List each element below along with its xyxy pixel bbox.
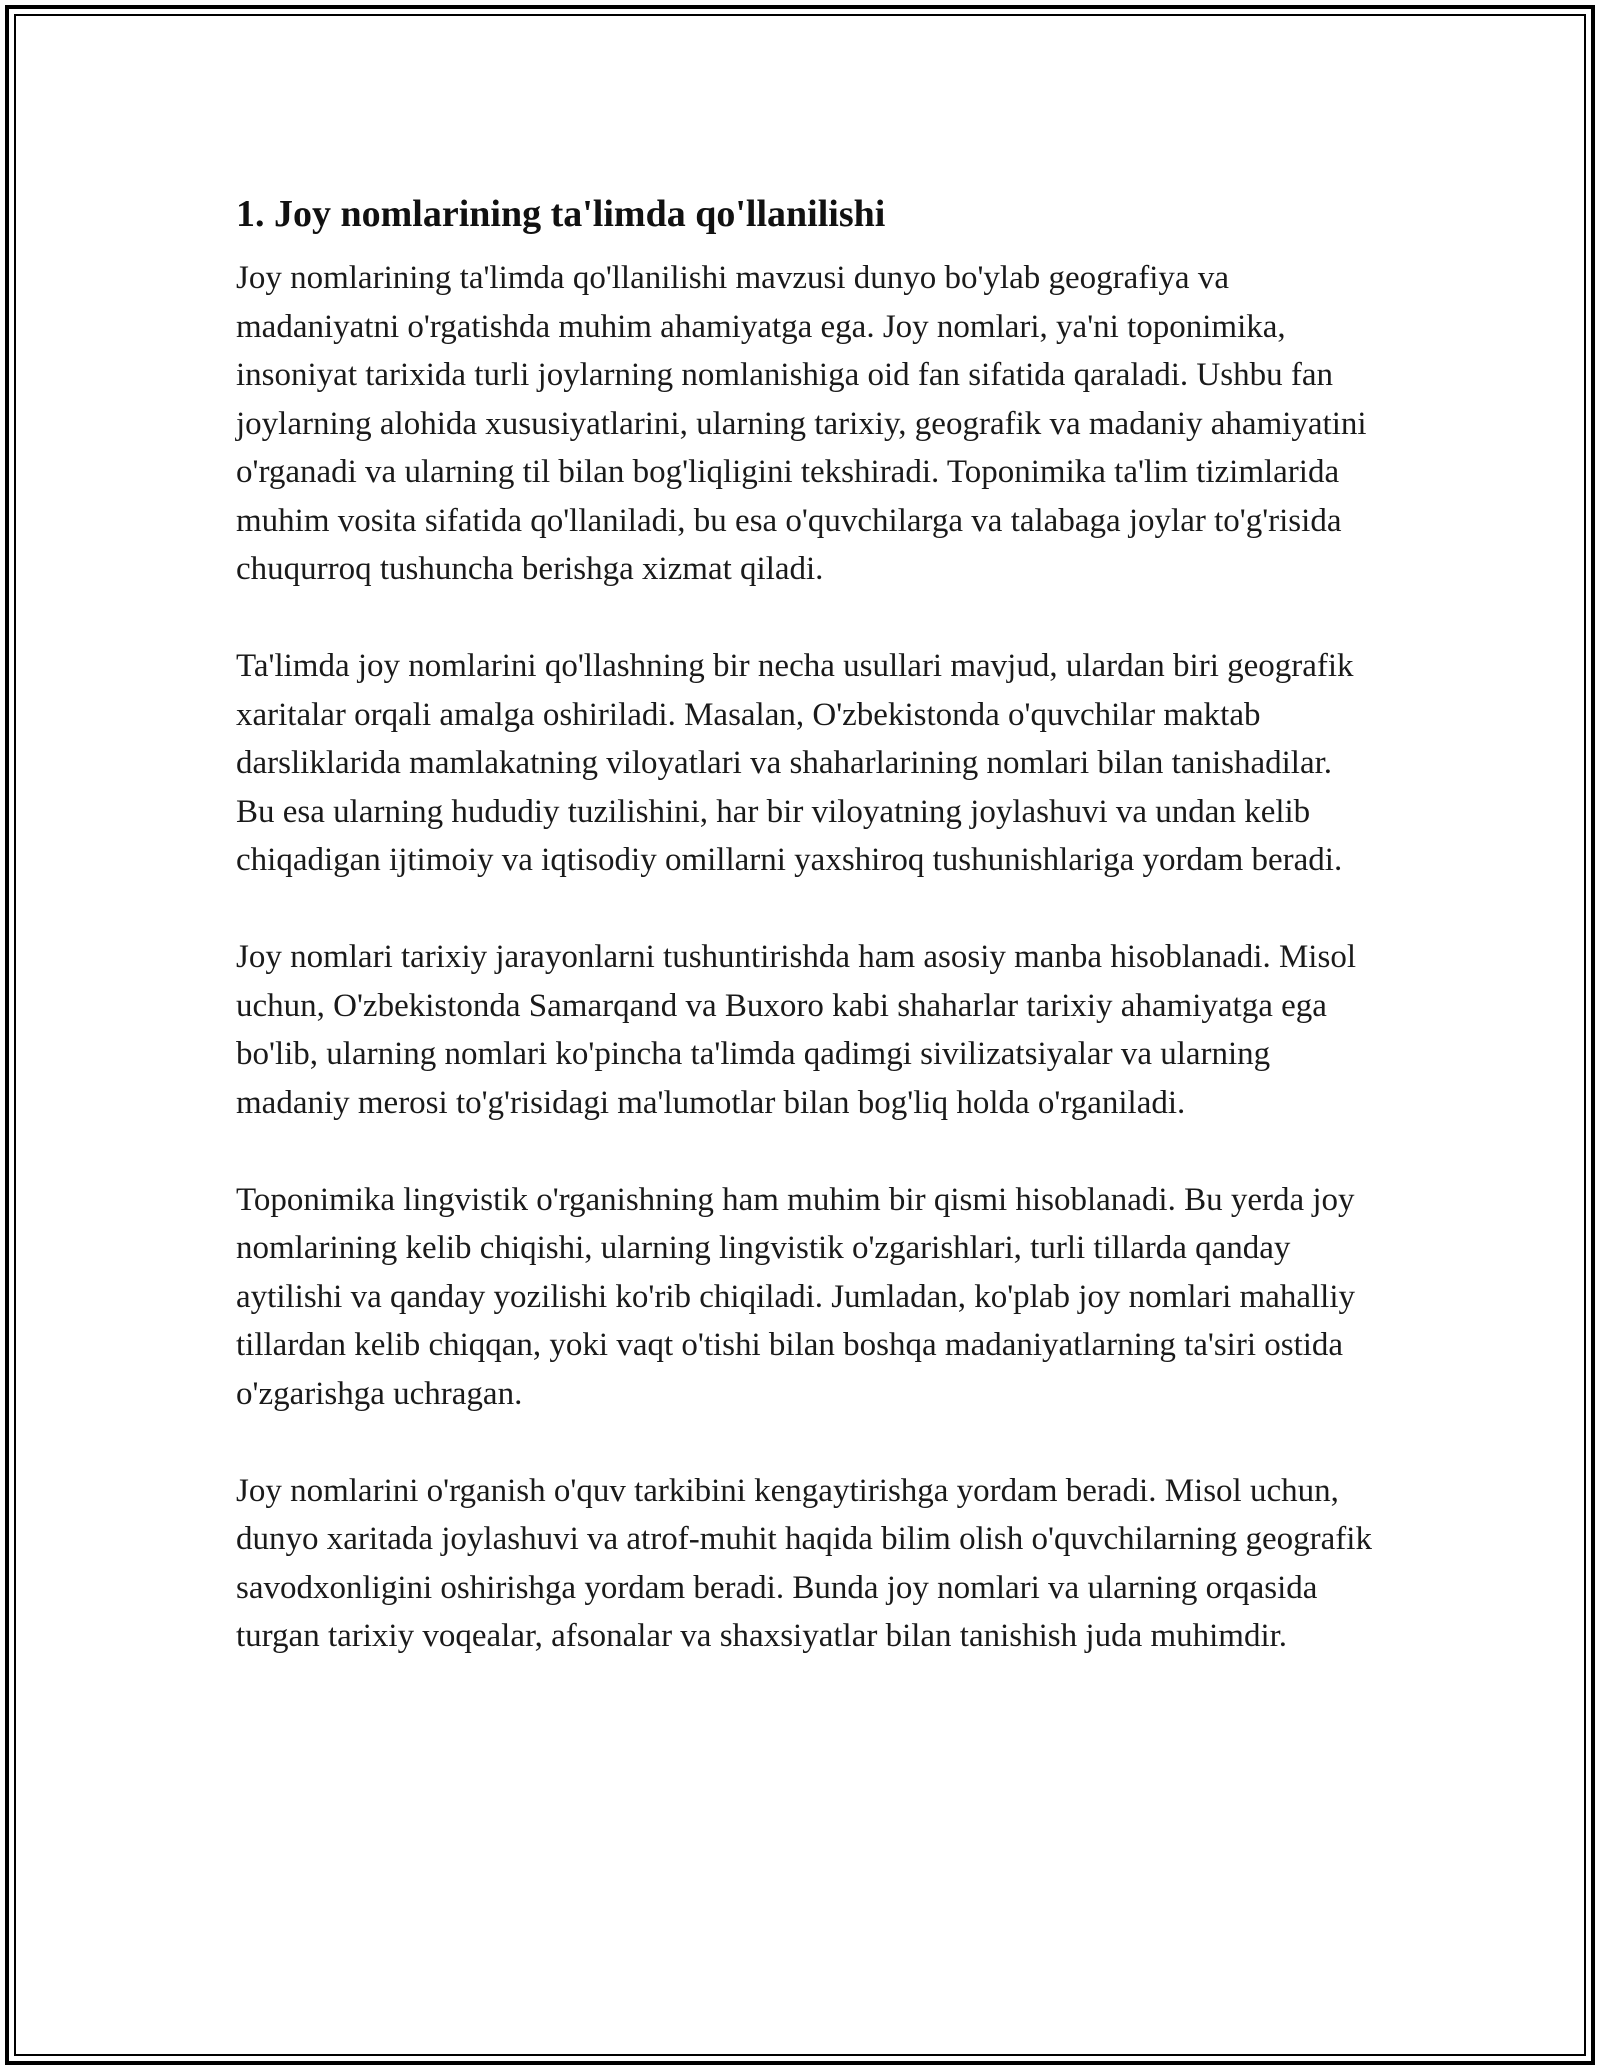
paragraph-3: Joy nomlari tarixiy jarayonlarni tushuntirishda ham asosiy manba hisoblanadi. Misol uchun, O'zbekistonda Samarqand va Buxoro kabi shaharlar tarixiy ahamiyatga ega bo'lib, ularning nomlari ko'pincha ta'limda qadimgi sivilizatsiyalar va ularning madaniy merosi to'g'risidagi ma'lumotlar bilan bog'liq holda o'rganiladi. bbox=[236, 939, 1356, 1121]
paragraph-2: Ta'limda joy nomlarini qo'llashning bir necha usullari mavjud, ulardan biri geografik xaritalar orqali amalga oshiriladi. Masalan, O'zbekistonda o'quvchilar maktab darsliklarida mamlakatning viloyatlari va shaharlarining nomlari bilan tanishadilar. Bu esa ularning hududiy tuzilishini, har bir viloyatning joylashuvi va undan kelib chiqadigan ijtimoiy va iqtisodiy omillarni yaxshiroq tushunishlariga yordam beradi. bbox=[236, 648, 1354, 878]
section-heading: 1. Joy nomlarining ta'limda qo'llanilishi bbox=[236, 193, 886, 235]
paragraph-5: Joy nomlarini o'rganish o'quv tarkibini kengaytirishga yordam beradi. Misol uchun, dunyo xaritada joylashuvi va atrof-muhit haqida bilim olish o'quvchilarning geografik savodxonligini oshirishga yordam beradi. Bunda joy nomlari va ularning orqasida turgan tarixiy voqealar, afsonalar va shaxsiyatlar bilan tanishish juda muhimdir. bbox=[236, 1472, 1372, 1654]
paragraph-1: Joy nomlarining ta'limda qo'llanilishi mavzusi dunyo bo'ylab geografiya va madaniyatni o'rgatishda muhim ahamiyatga ega. Joy nomlari, ya'ni toponimika, insoniyat tarixida turli joylarning nomlanishiga oid fan sifatida qaraladi. Ushbu fan joylarning alohida xususiyatlarini, ularning tarixiy, geografik va madaniy ahamiyatini o'rganadi va ularning til bilan bog'liqligini tekshiradi. Toponimika ta'lim tizimlarida muhim vosita sifatida qo'llaniladi, bu esa o'quvchilarga va talabaga joylar to'g'risida chuqurroq tushuncha berishga xizmat qiladi. bbox=[236, 260, 1367, 587]
document-body bbox=[236, 188, 1376, 1661]
paragraph-4: Toponimika lingvistik o'rganishning ham muhim bir qismi hisoblanadi. Bu yerda joy nomlarining kelib chiqishi, ularning lingvistik o'zgarishlari, turli tillarda qanday aytilishi va qanday yozilishi ko'rib chiqiladi. Jumladan, ko'plab joy nomlari mahalliy tillardan kelib chiqqan, yoki vaqt o'tishi bilan boshqa madaniyatlarning ta'siri ostida o'zgarishga uchragan. bbox=[236, 1181, 1356, 1412]
